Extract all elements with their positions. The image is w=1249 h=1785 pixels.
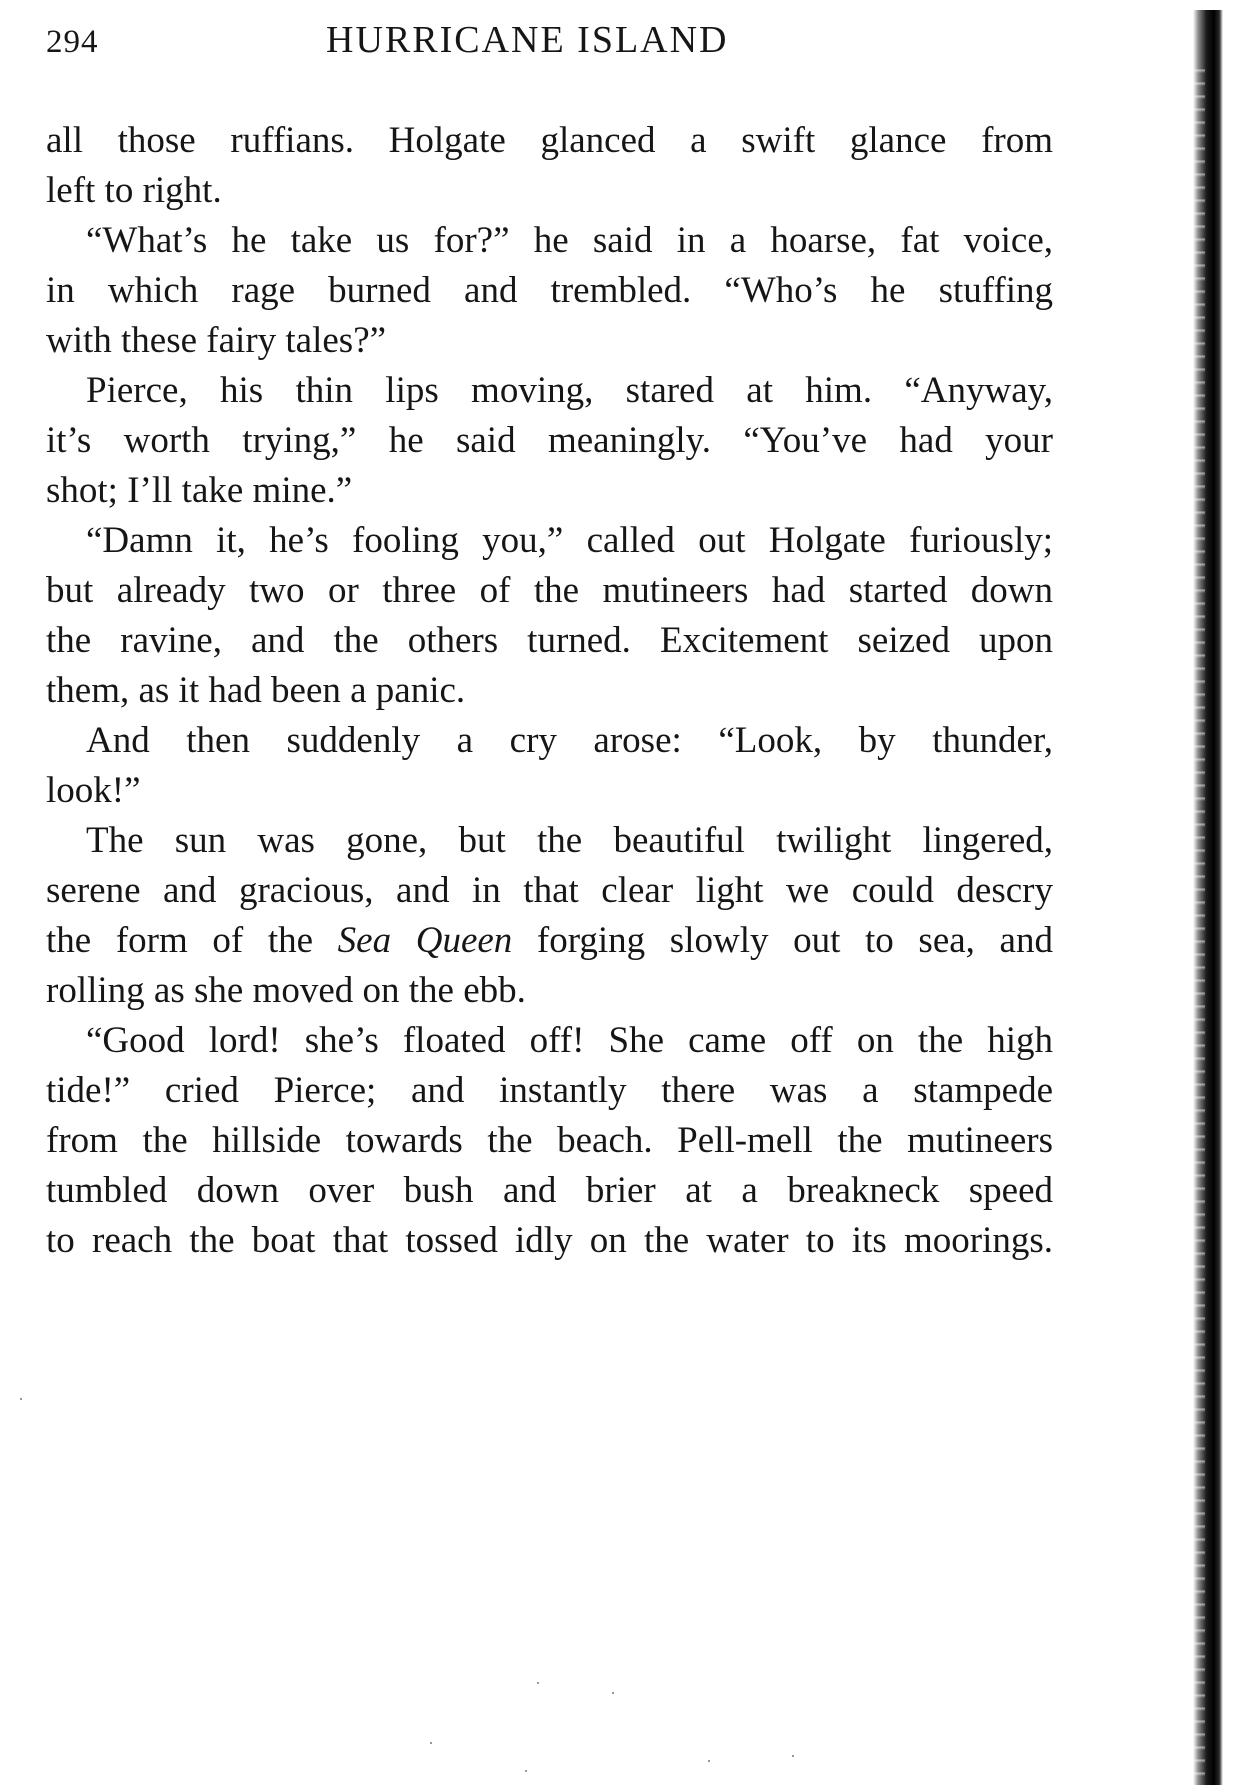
text-line: look!” xyxy=(46,770,141,811)
text-line: the ravine, and the others turned. Excitement seized upon xyxy=(46,620,1053,661)
text-line: rolling as she moved on the ebb. xyxy=(46,970,526,1011)
text-line: tide!” cried Pierce; and instantly there was a stampede xyxy=(46,1070,1053,1111)
text-line: all those ruffians. Holgate glanced a swift glance from xyxy=(46,120,1053,161)
scan-speck xyxy=(525,1770,527,1772)
scan-speck xyxy=(430,1742,432,1744)
text-line: shot; I’ll take mine.” xyxy=(46,470,353,511)
body-text xyxy=(46,116,1053,1266)
page-binding-texture xyxy=(1191,60,1205,1780)
text-line: The sun was gone, but the beautiful twilight lingered, xyxy=(86,820,1053,861)
page-number: 294 xyxy=(46,24,99,60)
text-line: it’s worth trying,” he said meaningly. “You’ve had your xyxy=(46,420,1053,461)
text-segment: forging slowly out to sea, and xyxy=(512,920,1053,961)
ship-name: Sea Queen xyxy=(337,920,513,961)
text-line xyxy=(46,916,1053,966)
text-line: from the hillside towards the beach. Pell-mell the mutineers xyxy=(46,1120,1053,1161)
text-line: them, as it had been a panic. xyxy=(46,670,466,711)
text-line: left to right. xyxy=(46,170,222,211)
text-line: “Damn it, he’s fooling you,” called out Holgate furiously; xyxy=(86,520,1053,561)
scan-speck xyxy=(537,1682,539,1684)
text-segment: the form of the xyxy=(46,920,338,961)
text-line: to reach the boat that tossed idly on the water to its moorings. xyxy=(46,1220,1053,1261)
text-line: Pierce, his thin lips moving, stared at him. “Anyway, xyxy=(86,370,1053,411)
text-line: And then suddenly a cry arose: “Look, by thunder, xyxy=(86,720,1053,761)
scan-speck xyxy=(792,1755,794,1757)
text-line: with these fairy tales?” xyxy=(46,320,387,361)
text-line: “What’s he take us for?” he said in a hoarse, fat voice, xyxy=(86,220,1053,261)
text-line: tumbled down over bush and brier at a breakneck speed xyxy=(46,1170,1053,1211)
scan-speck xyxy=(708,1760,710,1762)
running-head: HURRICANE ISLAND xyxy=(326,19,729,61)
page-header xyxy=(46,14,1051,64)
text-line: in which rage burned and trembled. “Who’s he stuffing xyxy=(46,270,1053,311)
text-line: serene and gracious, and in that clear light we could descry xyxy=(46,870,1053,911)
text-line: “Good lord! she’s floated off! She came off on the high xyxy=(86,1020,1053,1061)
text-line: but already two or three of the mutineers had started down xyxy=(46,570,1053,611)
scan-speck xyxy=(20,1398,22,1400)
scan-speck xyxy=(612,1692,614,1694)
